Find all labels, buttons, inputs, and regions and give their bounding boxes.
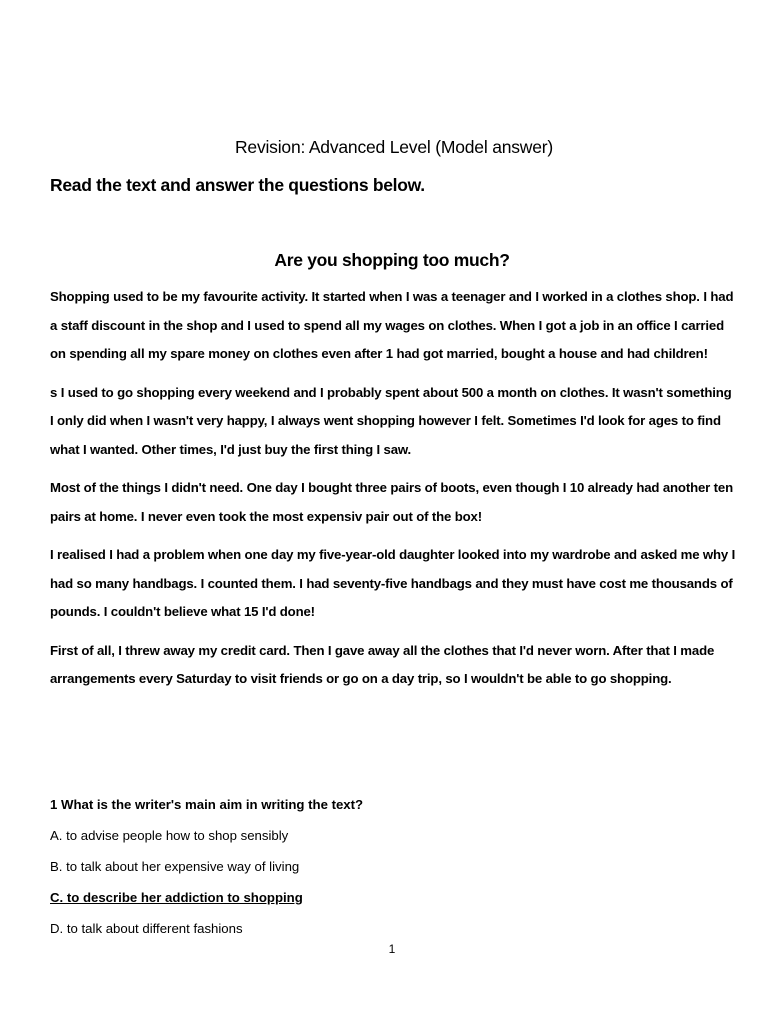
answer-option-a: A. to advise people how to shop sensibly: [50, 828, 289, 843]
answer-option-d: D. to talk about different fashions: [50, 921, 243, 936]
article-body: [50, 283, 736, 704]
article-paragraph: Most of the things I didn't need. One day I bought three pairs of boots, even though I 10 already had another ten pairs at home. I never even took the most expensiv pair out of the box!: [50, 480, 733, 524]
article-paragraph: Shopping used to be my favourite activity. It started when I was a teenager and I worked in a clothes shop. I had a staff discount in the shop and I used to spend all my wages on clothes. When I got a job in an office I carried on spending all my spare money on clothes even after 1 had got married, bought a house and had children!: [50, 289, 734, 361]
question-stem: 1 What is the writer's main aim in writing the text?: [50, 797, 364, 812]
answer-option-b: B. to talk about her expensive way of living: [50, 859, 300, 874]
article-paragraph: First of all, I threw away my credit card. Then I gave away all the clothes that I'd never worn. After that I made arrangements every Saturday to visit friends or go on a day trip, so I wouldn't be able to go shopping.: [50, 642, 715, 686]
instruction-text: Read the text and answer the questions below.: [50, 175, 425, 195]
document-title: Revision: Advanced Level (Model answer): [234, 137, 554, 157]
article-paragraph: I realised I had a problem when one day my five-year-old daughter looked into my wardrobe and asked me why I had so many handbags. I counted them. I had seventy-five handbags and they must have cost me thousands of pounds. I couldn't believe what 15 I'd done!: [50, 547, 736, 619]
article-paragraph: s I used to go shopping every weekend and I probably spent about 500 a month on clothes. It wasn't something I only did when I wasn't very happy, I always went shopping however I felt. Sometimes I'd look for ages to find what I wanted. Other times, I'd just buy the first thing I saw.: [50, 384, 732, 457]
question-block: [50, 794, 736, 949]
answer-option-c-correct: C. to describe her addiction to shopping: [50, 890, 303, 905]
article-title: Are you shopping too much?: [274, 250, 510, 270]
page-number: 1: [388, 942, 396, 956]
